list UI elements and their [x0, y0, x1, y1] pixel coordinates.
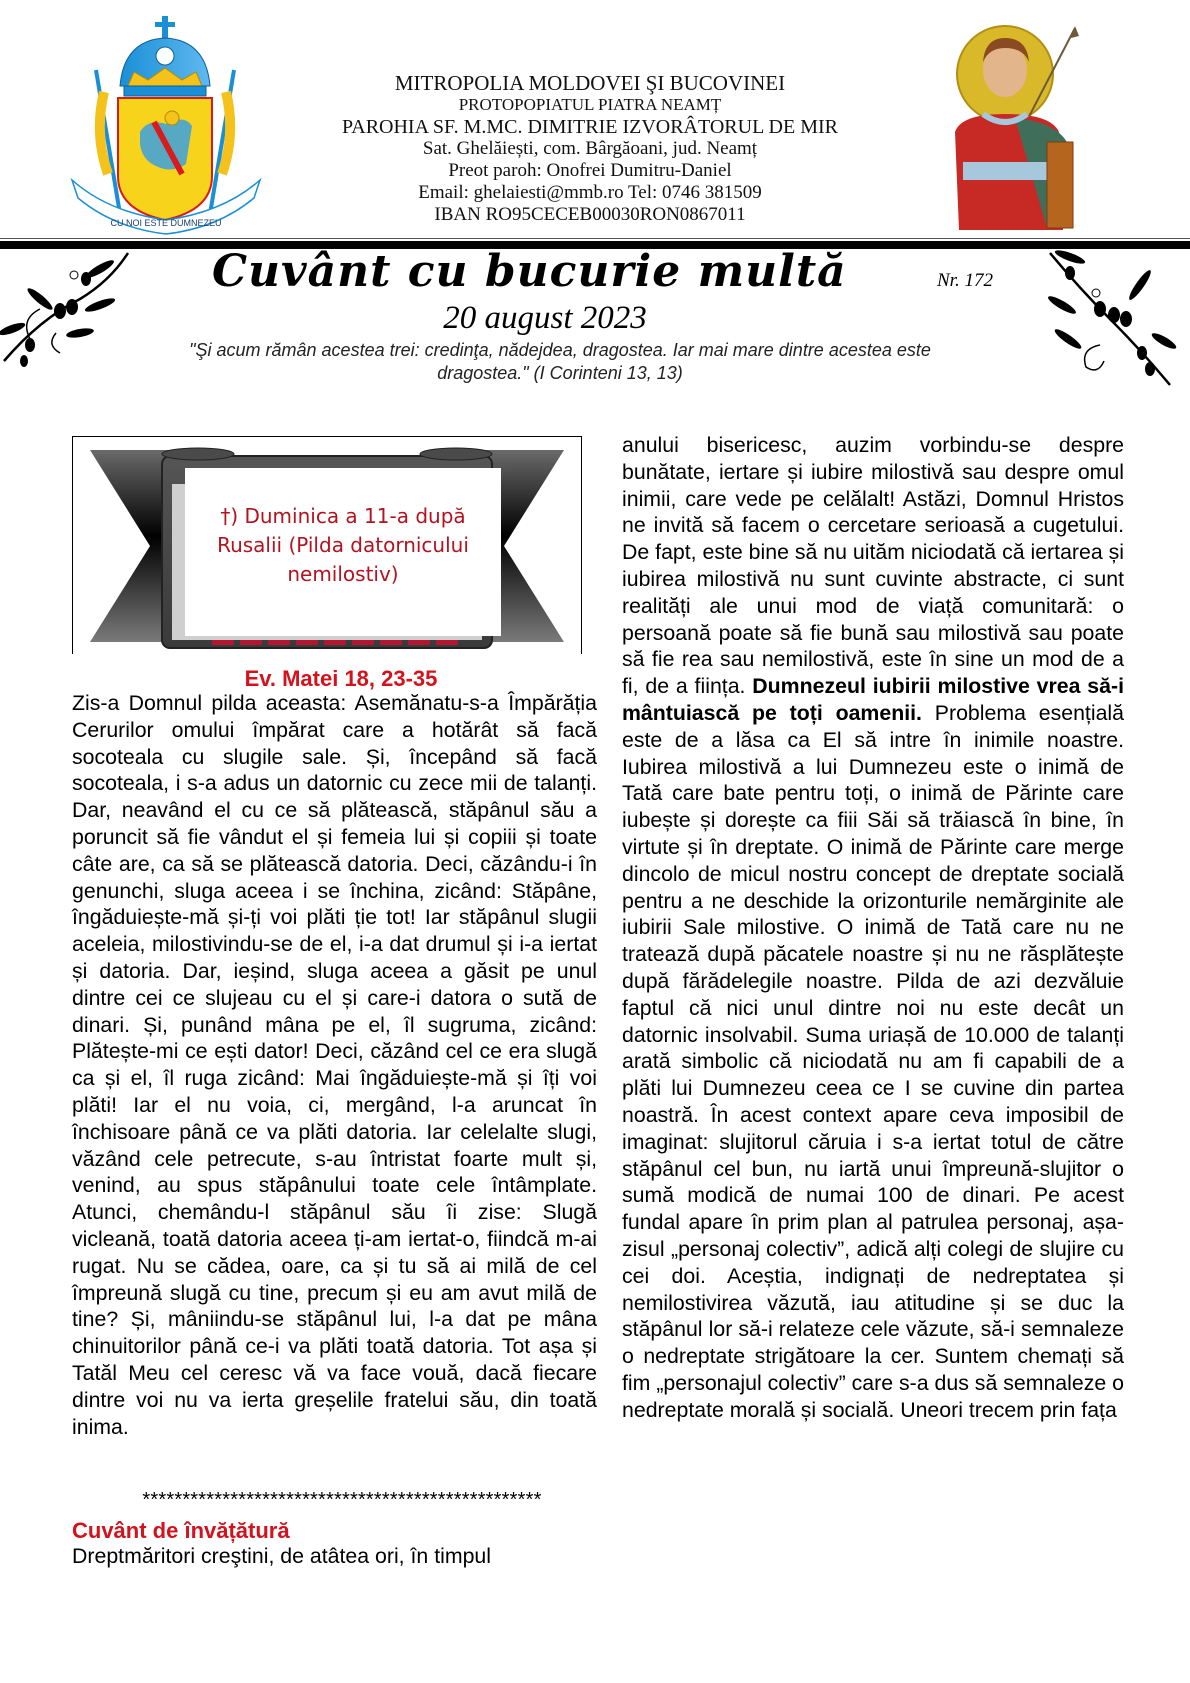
sunday-title-line-2: Rusalii (Pilda datornicului [217, 532, 469, 557]
parish-priest: Preot paroh: Onofrei Dumitru-Daniel [448, 160, 732, 181]
metropolis-crest-icon [68, 14, 264, 236]
saint-dimitrie-icon [935, 22, 1095, 236]
sunday-banner [72, 436, 584, 658]
sunday-title [217, 502, 469, 589]
bulletin-title: Cuvânt cu bucurie multă [212, 246, 847, 297]
sermon-title: Cuvânt de învățătură [72, 1518, 290, 1543]
gospel-reference: Ev. Matei 18, 23-35 [244, 666, 438, 691]
sermon-intro: Dreptmăritori creştini, de atâtea ori, în timpul [72, 1544, 492, 1568]
sunday-title-line-1: †) Duminica a 11-a după [220, 503, 466, 528]
motto-line-2: dragostea." (I Corinteni 13, 13) [437, 363, 683, 383]
sermon-part-2: Problema esențială este de a lăsa ca El să intre în inimile noastre. Iubirea milostivă a lui Dumnezeu este o inimă de Tată care bate pentru toți, o inimă de Părinte care iubește și dorește ca fiii Săi să trăiască în bine, în virtute și în dreptate. O inimă de Părinte care merge dincolo de micul nostru concept de dreptate socială pentru a ne deschide la orizonturile nemărginite ale iubirii Sale milostive. O inimă de Tată care nu ne tratează după păcatele noastre și nu ne răsplătește după fărădelegile noastre. Pilda de azi dezvăluie faptul că nici unul dintre noi nu este decât un datornic insolvabil. Suma uriașă de 10.000 de talanți arată simbolic că niciodată nu am fi capabili de a plăti lui Dumnezeu ceea ce I se cuvine din partea noastră. În acest context apare ceva imposibil de imaginat: slujitorul căruia i s-a iertat totul de către stăpânul cel bun, nu iartă unui împreună-slujitor o sumă modică de numai 100 de dinari. Pe acest fundal apare în prim plan al patrulea personaj, așa-zisul „personaj colectiv”, adică alți colegi de slujire cu cei doi. Aceștia, indignați de nedreptatea și nemilostivirea văzută, iau atitudine și se duc la stăpânul lor să-i relateze cele văzute, să-i semnaleze o nedreptate strigătoare la cer. Suntem chemați să fim „personajul colectiv” care s-a dus să semnaleze o nedreptate morală și socială. Uneori trecem prin fața [622, 700, 1125, 1422]
sermon-text [622, 432, 1124, 1423]
sunday-title-line-3: nemilostiv) [287, 561, 399, 586]
iban: IBAN RO95CECEB00030RON0867011 [434, 204, 746, 225]
motto-quote [120, 339, 1000, 385]
parish-address: Sat. Ghelăiești, com. Bârgăoani, jud. Neamț [422, 138, 758, 159]
banner-hidden-text [212, 640, 462, 645]
issue-number: Nr. 172 [937, 270, 993, 291]
issue-date: 20 august 2023 [443, 300, 647, 336]
svg-text:CU NOI ESTE DUMNEZEU: CU NOI ESTE DUMNEZEU [110, 218, 222, 228]
protopopiat-name: PROTOPOPIATUL PIATRA NEAMȚ [458, 95, 722, 114]
gospel-text [72, 690, 597, 1440]
sermon-paragraph [622, 432, 1124, 1423]
gospel-paragraph: Zis-a Domnul pilda aceasta: Asemănatu-s-a Împărăția Cerurilor omului împărat care a hotărât să facă socoteala cu slugile sale. Și, începând să facă socoteala, i s-a adus un datornic cu zece mii de talanți. Dar, neavând el cu ce să plătească, stăpânul său a poruncit să fie vândut el și femeia lui și copiii și toate câte are, ca să se plătească datoria. Deci, căzându-i în genunchi, sluga aceea i se închina, zicând: Stăpâne, îngăduiește-mă și-ți voi plăti ție tot! Iar stăpânul slugii aceleia, milostivindu-se de el, i-a dat drumul și i-a iertat și datoria. Dar, ieșind, sluga aceea a găsit pe unul dintre cei ce slujeau cu el și care-i datora o sută de dinari. Și, punând mâna pe el, îl sugruma, zicând: Plătește-mi ce ești dator! Deci, căzând cel ce era slugă ca și el, îl ruga zicând: Mai îngăduiește-mă și îți voi plăti! Iar el nu voia, ci, mergând, l-a aruncat în închisoare până ce va plăti datoria. Iar celelalte slugi, văzând cele petrecute, s-au întristat foarte mult și, venind, au spus stăpânului toate cele întâmplate. Atunci, chemându-l stăpânul său îi zise: Slugă vicleană, toată datoria aceea ți-am iertat-o, fiindcă m-ai rugat. Nu se cădea, oare, ca și tu să ai milă de cel împreună slugă cu tine, precum și eu am avut milă de tine? Și, mâniindu-se stăpânul lui, l-a dat pe mâna chinuitorilor până ce-i va plăti toată datoria. Tot așa și Tatăl Meu cel ceresc vă va face vouă, dacă fiecare dintre voi nu va ierta greșelile fratelui său, din toată inima. [72, 691, 597, 1439]
section-separator: ************************************************** [142, 1489, 542, 1511]
sermon-part-1: anului bisericesc, auzim vorbindu-se despre bunătate, iertare și iubire milostivă sau despre omul inimii, care vede pe celălalt! Astăzi, Domnul Hristos ne invită să facem o cercetare serioasă a cugetului. De fapt, este bine să nu uităm niciodată că iertarea și iubirea milostivă nu sunt cuvinte abstracte, ci sunt realități ale unui mod de viață comunitară: o persoană poate să fie bună sau milostivă sau poate să fie rea sau nemilostivă, este în sine un mod de a fi, de a ființa. [622, 433, 1124, 699]
parish-name: PAROHIA SF. M.MC. DIMITRIE IZVORÂTORUL DE MIR [341, 116, 839, 138]
contact-info: Email: ghelaiesti@mmb.ro Tel: 0746 381509 [418, 182, 762, 203]
metropolis-name: MITROPOLIA MOLDOVEI ŞI BUCOVINEI [394, 71, 786, 95]
header-rule-thin [0, 238, 1190, 239]
parish-header [300, 72, 880, 226]
banner-card [185, 468, 501, 636]
sermon-emphasis: Dumnezeul iubirii milostive vrea să-i mântuiască pe toți oamenii. [622, 674, 1124, 725]
motto-line-1: "Şi acum rămân acestea trei: credinţa, nădejdea, dragostea. Iar mai mare dintre acestea este [189, 340, 931, 360]
